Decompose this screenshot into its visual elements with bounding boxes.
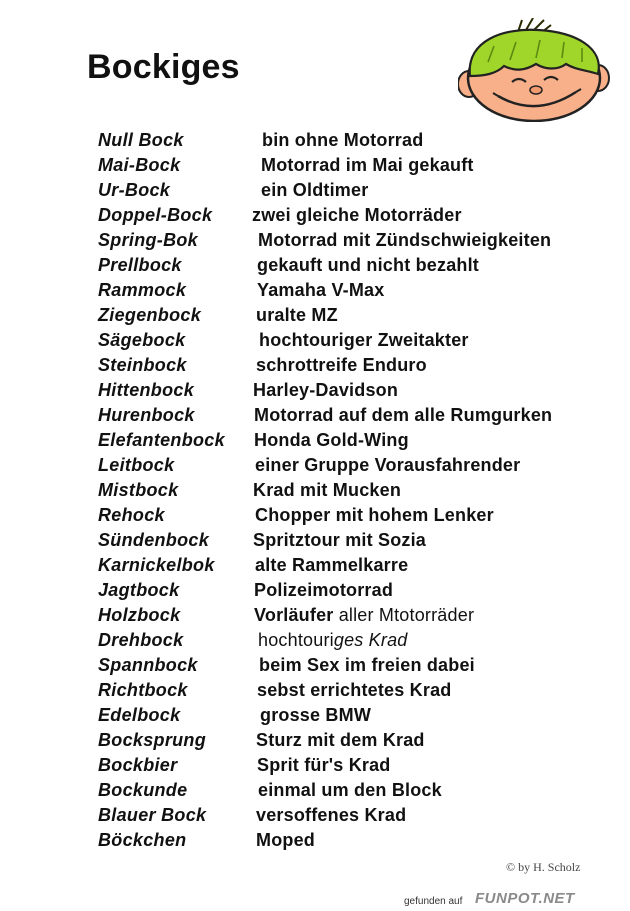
term: Hurenbock [98,405,195,425]
term: Drehbock [98,630,184,650]
definition: Sturz mit dem Krad [256,730,425,750]
definition: schrottreife Enduro [256,355,427,375]
definition-part: ges Krad [333,630,408,650]
term: Steinbock [98,355,187,375]
list-item [0,155,630,180]
definition: Moped [256,830,315,850]
definition: uralte MZ [256,305,338,325]
definition [258,630,408,651]
definition: Motorrad mit Zündschwieigkeiten [258,230,552,250]
list-item [0,580,630,605]
definition: gekauft und nicht bezahlt [257,255,480,275]
term: Leitbock [98,455,175,475]
list-item [0,680,630,705]
footer-text: gefunden auf [404,896,463,907]
funpot-logo[interactable]: FUNPOT.NET [475,890,575,907]
definition: ein Oldtimer [261,180,369,200]
list-item [0,780,630,805]
term: Jagtbock [98,580,180,600]
list-item [0,305,630,330]
term: Blauer Bock [98,805,207,825]
list-item [0,330,630,355]
definition: bin ohne Motorrad [262,130,424,150]
definition: Yamaha V-Max [257,280,385,300]
definition: grosse BMW [260,705,372,725]
list-item [0,630,630,655]
list-item [0,530,630,555]
definition [254,605,474,626]
list-item [0,555,630,580]
term: Spannbock [98,655,198,675]
list-item [0,205,630,230]
definition: Chopper mit hohem Lenker [255,505,494,525]
definition: beim Sex im freien dabei [259,655,475,675]
term: Ziegenbock [98,305,202,325]
list-item [0,805,630,830]
term: Böckchen [98,830,187,850]
term: Hittenbock [98,380,195,400]
definition: Motorrad im Mai gekauft [261,155,474,175]
list-item [0,605,630,630]
definition: versoffenes Krad [256,805,407,825]
term: Doppel-Bock [98,205,213,225]
cartoon-face-icon [458,18,610,122]
list-item [0,480,630,505]
definition: Polizeimotorrad [254,580,394,600]
term: Prellbock [98,255,182,275]
list-item [0,430,630,455]
term: Null Bock [98,130,184,150]
footer [0,886,630,911]
list-item [0,130,630,155]
definition: hochtouriger Zweitakter [259,330,469,350]
list-item [0,180,630,205]
list-item [0,705,630,730]
definition-part: hochtouri [258,630,334,650]
term: Rehock [98,505,165,525]
term: Elefantenbock [98,430,225,450]
definition: alte Rammelkarre [255,555,409,575]
definition: einmal um den Block [258,780,442,800]
definition-part: aller Mtotorräder [338,605,475,625]
list-item [0,255,630,280]
list-item [0,405,630,430]
definition: einer Gruppe Vorausfahrender [255,455,521,475]
term: Bocksprung [98,730,207,750]
list-item [0,230,630,255]
term: Richtbock [98,680,188,700]
term: Sündenbock [98,530,210,550]
term: Rammock [98,280,187,300]
definition: Harley-Davidson [253,380,399,400]
page-title: Bockiges [87,48,240,86]
term: Bockunde [98,780,188,800]
definition-part: Vorläufer [254,605,339,625]
list-item [0,280,630,305]
list-item [0,830,630,855]
list-item [0,455,630,480]
term: Holzbock [98,605,181,625]
term: Mai-Bock [98,155,181,175]
term: Edelbock [98,705,181,725]
term: Spring-Bok [98,230,198,250]
definition: zwei gleiche Motorräder [252,205,462,225]
definition: sebst errichtetes Krad [257,680,452,700]
list-item [0,380,630,405]
list-item [0,655,630,680]
term: Ur-Bock [98,180,171,200]
definition: Honda Gold-Wing [254,430,409,450]
copyright-note: © by H. Scholz [506,860,581,874]
definition: Spritztour mit Sozia [253,530,427,550]
list-item [0,505,630,530]
list-item [0,355,630,380]
definition: Krad mit Mucken [253,480,402,500]
term: Karnickelbok [98,555,215,575]
list-item [0,730,630,755]
list-item [0,755,630,780]
term: Bockbier [98,755,178,775]
term: Mistbock [98,480,179,500]
definition: Motorrad auf dem alle Rumgurken [254,405,553,425]
definition: Sprit für's Krad [257,755,391,775]
term: Sägebock [98,330,186,350]
